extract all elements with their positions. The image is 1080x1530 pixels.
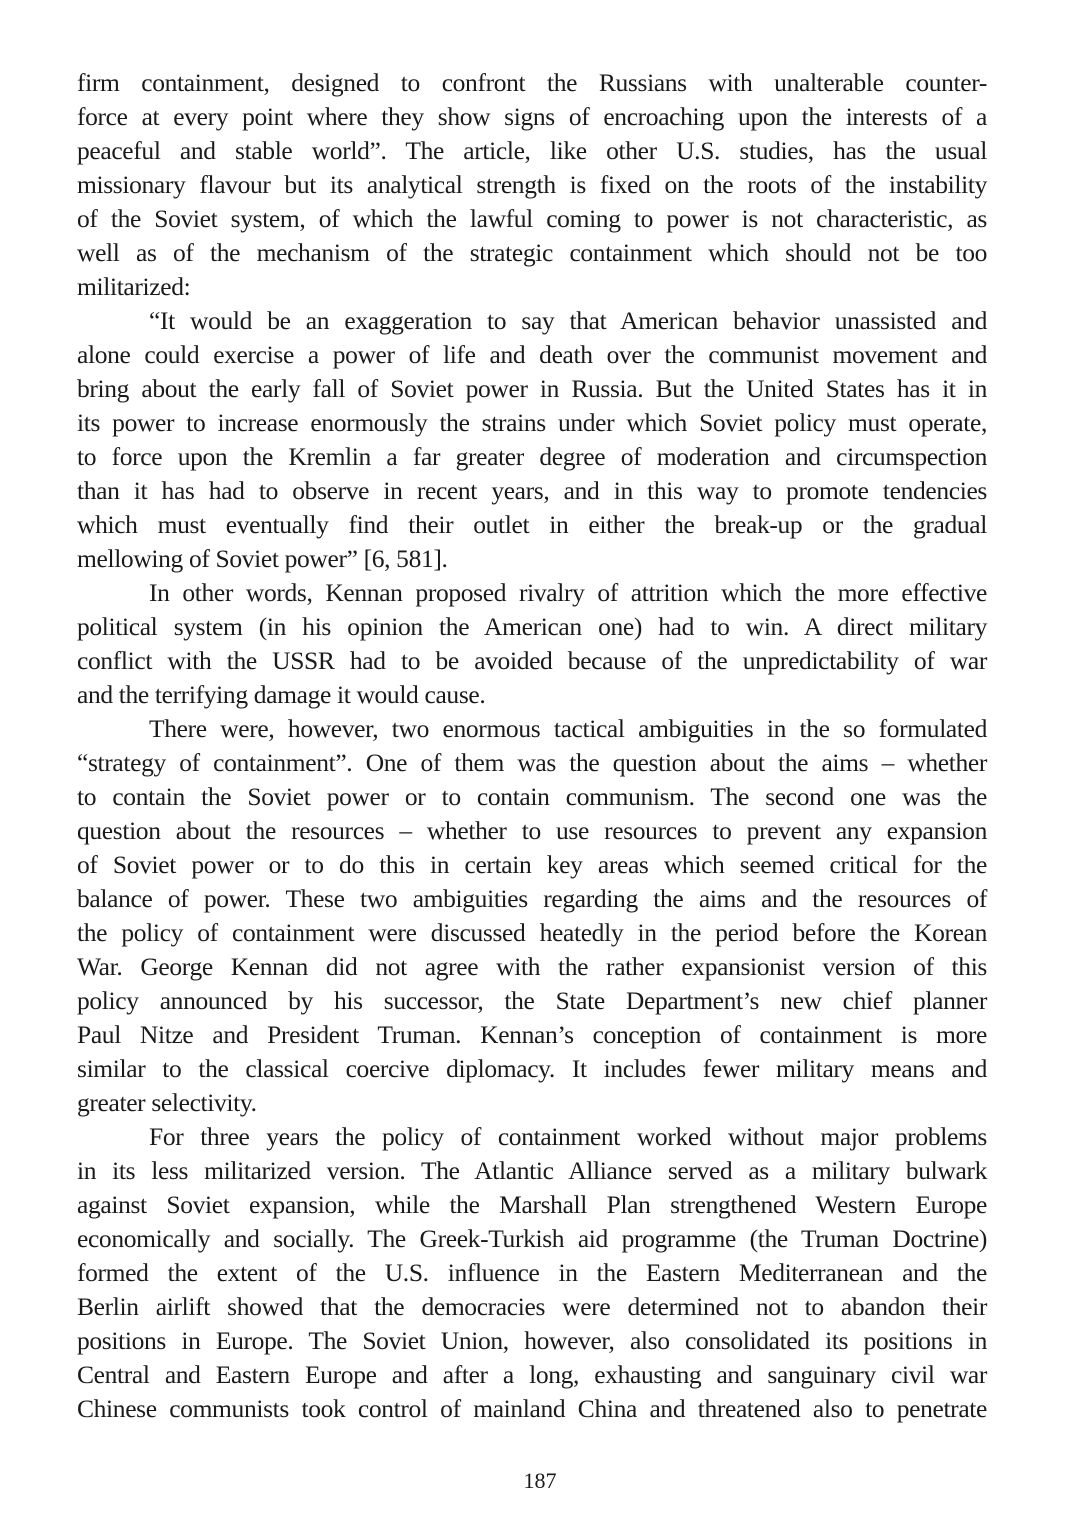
text-line: conflict with the USSR had to be avoided because of the unpredictability of war xyxy=(77,646,987,675)
text-line: its power to increase enormously the strains under which Soviet policy must operate, xyxy=(77,408,987,437)
text-line: alone could exercise a power of life and death over the communist movement and xyxy=(77,340,987,369)
text-line: balance of power. These two ambiguities regarding the aims and the resources of xyxy=(77,884,987,913)
text-line: greater selectivity. xyxy=(77,1088,257,1117)
text-line: of the Soviet system, of which the lawful coming to power is not characteristic, as xyxy=(77,204,987,233)
text-line: In other words, Kennan proposed rivalry of attrition which the more effective xyxy=(149,578,987,607)
text-line: bring about the early fall of Soviet power in Russia. But the United States has it in xyxy=(77,374,987,403)
page-body xyxy=(77,66,987,1426)
text-line: well as of the mechanism of the strategic containment which should not be too xyxy=(77,238,987,267)
text-line: which must eventually find their outlet in either the break-up or the gradual xyxy=(77,510,987,539)
text-line: Chinese communists took control of mainland China and threatened also to penetrate xyxy=(77,1394,987,1423)
text-line: force at every point where they show signs of encroaching upon the interests of a xyxy=(77,102,987,131)
paragraph-kennan-quote xyxy=(77,304,987,576)
paragraph-three-years xyxy=(77,1120,987,1426)
text-line: Paul Nitze and President Truman. Kennan’s conception of containment is more xyxy=(77,1020,987,1049)
text-line: against Soviet expansion, while the Marshall Plan strengthened Western Europe xyxy=(77,1190,987,1219)
text-line: formed the extent of the U.S. influence in the Eastern Mediterranean and the xyxy=(77,1258,987,1287)
page-number: 187 xyxy=(523,1468,557,1493)
text-line: There were, however, two enormous tactical ambiguities in the so formulated xyxy=(149,714,987,743)
text-line: and the terrifying damage it would cause. xyxy=(77,680,486,709)
text-line: economically and socially. The Greek-Turkish aid programme (the Truman Doctrine) xyxy=(77,1224,987,1253)
text-line: policy announced by his successor, the State Department’s new chief planner xyxy=(77,986,987,1015)
text-line: peaceful and stable world”. The article, like other U.S. studies, has the usual xyxy=(77,136,987,165)
paragraph-containment-quote-end xyxy=(77,66,987,304)
text-line: political system (in his opinion the American one) had to win. A direct military xyxy=(77,612,987,641)
text-line: For three years the policy of containment worked without major problems xyxy=(149,1122,987,1151)
text-line: than it has had to observe in recent years, and in this way to promote tendencies xyxy=(77,476,987,505)
text-line: “strategy of containment”. One of them was the question about the aims – whether xyxy=(77,748,987,777)
text-line: question about the resources – whether to use resources to prevent any expansion xyxy=(77,816,987,845)
text-line: in its less militarized version. The Atlantic Alliance served as a military bulwark xyxy=(77,1156,987,1185)
text-line: to contain the Soviet power or to contain communism. The second one was the xyxy=(77,782,987,811)
text-line: to force upon the Kremlin a far greater degree of moderation and circumspection xyxy=(77,442,987,471)
text-line: militarized: xyxy=(77,272,191,301)
text-line: “It would be an exaggeration to say that American behavior unassisted and xyxy=(149,306,987,335)
text-line: missionary flavour but its analytical strength is fixed on the roots of the instability xyxy=(77,170,987,199)
text-line: Berlin airlift showed that the democracies were determined not to abandon their xyxy=(77,1292,987,1321)
text-line: War. George Kennan did not agree with the rather expansionist version of this xyxy=(77,952,987,981)
text-line: the policy of containment were discussed heatedly in the period before the Korean xyxy=(77,918,987,947)
text-line: mellowing of Soviet power” [6, 581]. xyxy=(77,544,448,573)
text-line: positions in Europe. The Soviet Union, however, also consolidated its positions in xyxy=(77,1326,987,1355)
paragraph-rivalry-of-attrition xyxy=(77,576,987,712)
text-line: of Soviet power or to do this in certain key areas which seemed critical for the xyxy=(77,850,987,879)
paragraph-tactical-ambiguities xyxy=(77,712,987,1120)
text-line: Central and Eastern Europe and after a long, exhausting and sanguinary civil war xyxy=(77,1360,987,1389)
text-line: firm containment, designed to confront the Russians with unalterable counter- xyxy=(77,68,987,97)
text-line: similar to the classical coercive diplomacy. It includes fewer military means and xyxy=(77,1054,987,1083)
